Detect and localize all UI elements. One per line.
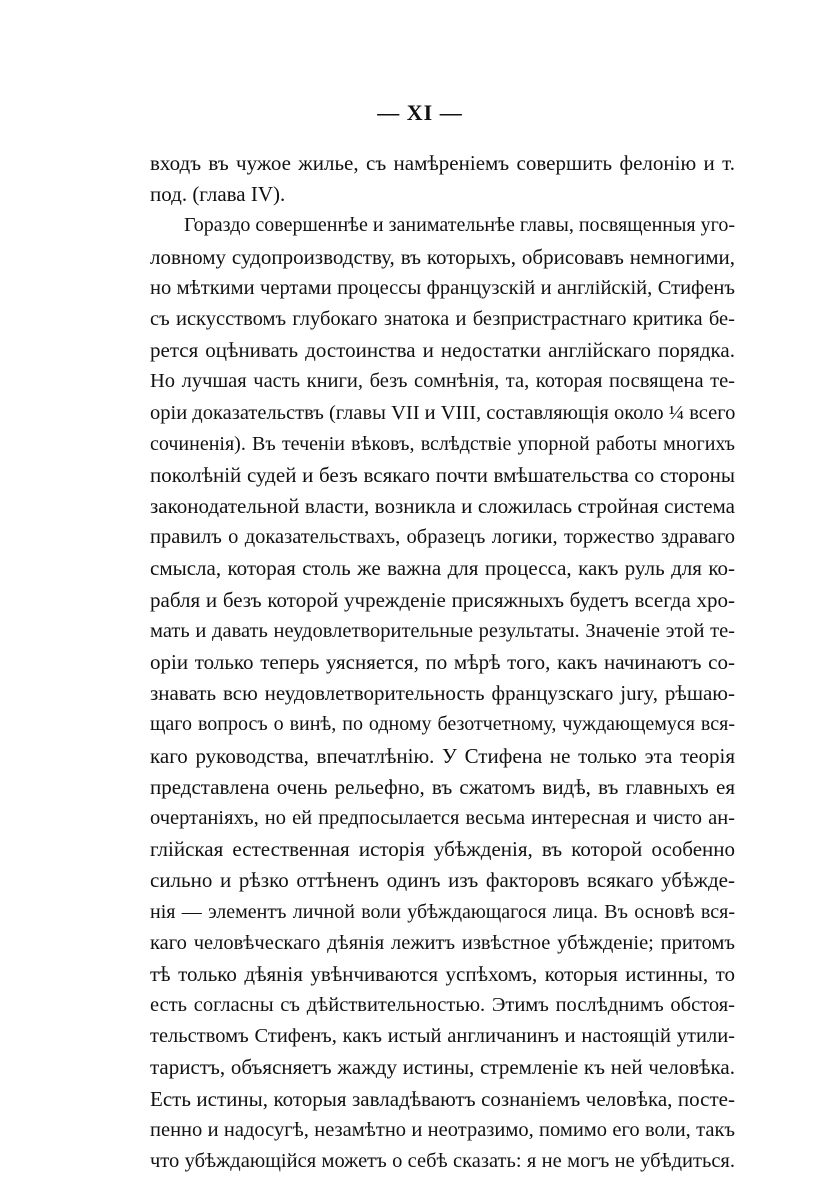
text-line: сочиненія). Въ теченіи вѣковъ, вслѣдствіе упорной работы многихъ — [150, 432, 735, 455]
text-line: что убѣждающійся можетъ о себѣ сказать: я не могъ не убѣдиться. — [150, 1150, 735, 1172]
text-line: пенно и надосугѣ, незамѣтно и неотразимо, помимо его воли, такъ — [150, 1118, 735, 1141]
text-line: есть согласны съ дѣйствительностью. Этимъ послѣднимъ обстоя- — [150, 994, 735, 1017]
text-line: но мѣткими чертами процессы французскій и англійскій, Стифенъ — [150, 276, 735, 299]
text-line: съ искусствомъ глубокаго знатока и безпристрастнаго критика бе- — [150, 307, 735, 330]
text-line: входъ въ чужое жилье, съ намѣреніемъ совершить фелонію и т. — [150, 151, 735, 175]
text-line: Гораздо совершеннѣе и занимательнѣе главы, посвященныя уго- — [184, 214, 735, 237]
text-line: таристъ, объясняетъ жажду истины, стремленіе къ ней человѣка. — [150, 1055, 735, 1080]
page-number: — XI — — [377, 100, 463, 125]
text-line: тельствомъ Стифенъ, какъ истый англичанинъ и настоящій утили- — [150, 1025, 735, 1048]
text-line: оріи доказательствъ (главы VII и VIII, составляющія около ¼ всего — [150, 401, 735, 424]
text-line: мать и давать неудовлетворительные результаты. Значеніе этой те- — [150, 619, 735, 642]
text-line: сильно и рѣзко оттѣненъ одинъ изъ факторовъ всякаго убѣжде- — [150, 868, 735, 893]
text-line: оріи только теперь уясняется, по мѣрѣ того, какъ начинаютъ со- — [150, 650, 735, 674]
body-text — [150, 148, 735, 1177]
text-line: тѣ только дѣянія увѣнчиваются успѣхомъ, которыя истинны, то — [150, 961, 735, 986]
text-line: каго человѣческаго дѣянія лежитъ извѣстное убѣжденіе; притомъ — [150, 931, 735, 954]
text-line: нія — элементъ личной воли убѣждающагося лица. Въ основѣ вся- — [150, 900, 735, 923]
text-line: смысла, которая столь же важна для процесса, какъ руль для ко- — [150, 556, 735, 581]
text-line: очертаніяхъ, но ей предпосылается весьма интересная и чисто ан- — [150, 806, 735, 829]
text-line: представлена очень рельефно, въ сжатомъ видѣ, въ главныхъ ея — [150, 774, 735, 799]
text-line: под. (глава IV). — [150, 182, 286, 207]
text-line: законодательной власти, возникла и сложилась стройная система — [150, 494, 735, 519]
text-line: рабля и безъ которой учрежденіе присяжныхъ будетъ всегда хро- — [150, 587, 735, 612]
text-line: щаго вопросъ о винѣ, по одному безотчетному, чуждающемуся вся- — [150, 713, 735, 736]
text-line: Но лучшая часть книги, безъ сомнѣнія, та, которая посвящена те- — [150, 370, 735, 393]
text-line: глійская естественная исторія убѣжденія, въ которой особенно — [150, 837, 735, 862]
text-line: поколѣній судей и безъ всякаго почти вмѣшательства со стороны — [150, 462, 735, 487]
text-line: правилъ о доказательствахъ, образецъ логики, торжество здраваго — [150, 526, 735, 549]
text-line: Есть истины, которыя завладѣваютъ сознаніемъ человѣка, посте- — [150, 1086, 735, 1111]
text-line: каго руководства, впечатлѣнію. У Стифена не только эта теорія — [150, 743, 735, 768]
text-line: ловному судопроизводству, въ которыхъ, обрисовавъ немногими, — [150, 244, 735, 269]
text-line: рется оцѣнивать достоинства и недостатки англійскаго порядка. — [150, 338, 735, 363]
text-line: знавать всю неудовлетворительность французскаго jury, рѣшаю- — [150, 681, 735, 706]
